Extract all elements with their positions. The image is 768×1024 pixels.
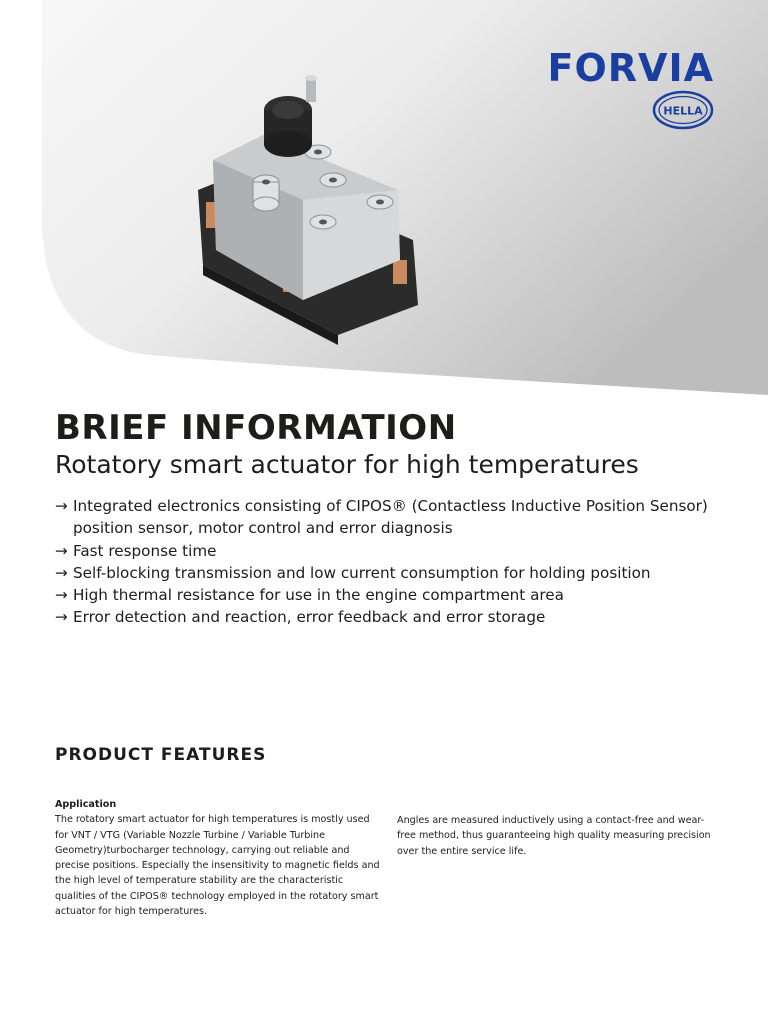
- arrow-right-icon: →: [55, 563, 68, 582]
- hella-logo-icon: [652, 90, 714, 130]
- list-item: [55, 562, 745, 584]
- hella-logo-text: HELLA: [663, 104, 703, 118]
- page-title: BRIEF INFORMATION: [55, 408, 457, 448]
- brand-logos: [500, 48, 714, 134]
- application-column: [55, 797, 380, 919]
- arrow-right-icon: →: [55, 586, 68, 605]
- list-item-text: Self-blocking transmission and low current consumption for holding position: [73, 563, 651, 582]
- list-item: [55, 540, 745, 562]
- measurement-text: Angles are measured inductively using a contact-free and wear-free method, thus guaranteeing high quality measuring precision over the entire service life.: [397, 815, 711, 857]
- list-item-text: Integrated electronics consisting of CIPOS® (Contactless Inductive Position Sensor) position sensor, motor control and error diagnosis: [73, 497, 708, 538]
- arrow-right-icon: →: [55, 608, 68, 627]
- forvia-logo: FORVIA: [547, 46, 714, 90]
- actuator-product-image: [188, 70, 428, 345]
- application-text: The rotatory smart actuator for high temperatures is mostly used for VNT / VTG (Variable Nozzle Turbine / Variable Turbine Geometry)turbocharger technology, carrying out reliable and precise positions. Especially the insensitivity to magnetic fields and the high level of temperature stability are the characteristic qualities of the CIPOS® technology employed in the rotatory smart actuator for high temperatures.: [55, 814, 380, 918]
- page-subtitle: Rotatory smart actuator for high temperatures: [55, 450, 639, 479]
- list-item-text: High thermal resistance for use in the engine compartment area: [73, 586, 564, 605]
- benefit-list: [55, 495, 745, 629]
- list-item: [55, 495, 745, 540]
- list-item: [55, 584, 745, 606]
- arrow-right-icon: →: [55, 497, 68, 515]
- list-item-text: Error detection and reaction, error feedback and error storage: [73, 608, 546, 627]
- application-title: Application: [55, 799, 117, 810]
- measurement-column: [397, 813, 717, 859]
- list-item: [55, 606, 745, 628]
- section-title-product-features: PRODUCT FEATURES: [55, 745, 267, 765]
- arrow-right-icon: →: [55, 541, 68, 560]
- list-item-text: Fast response time: [73, 541, 217, 560]
